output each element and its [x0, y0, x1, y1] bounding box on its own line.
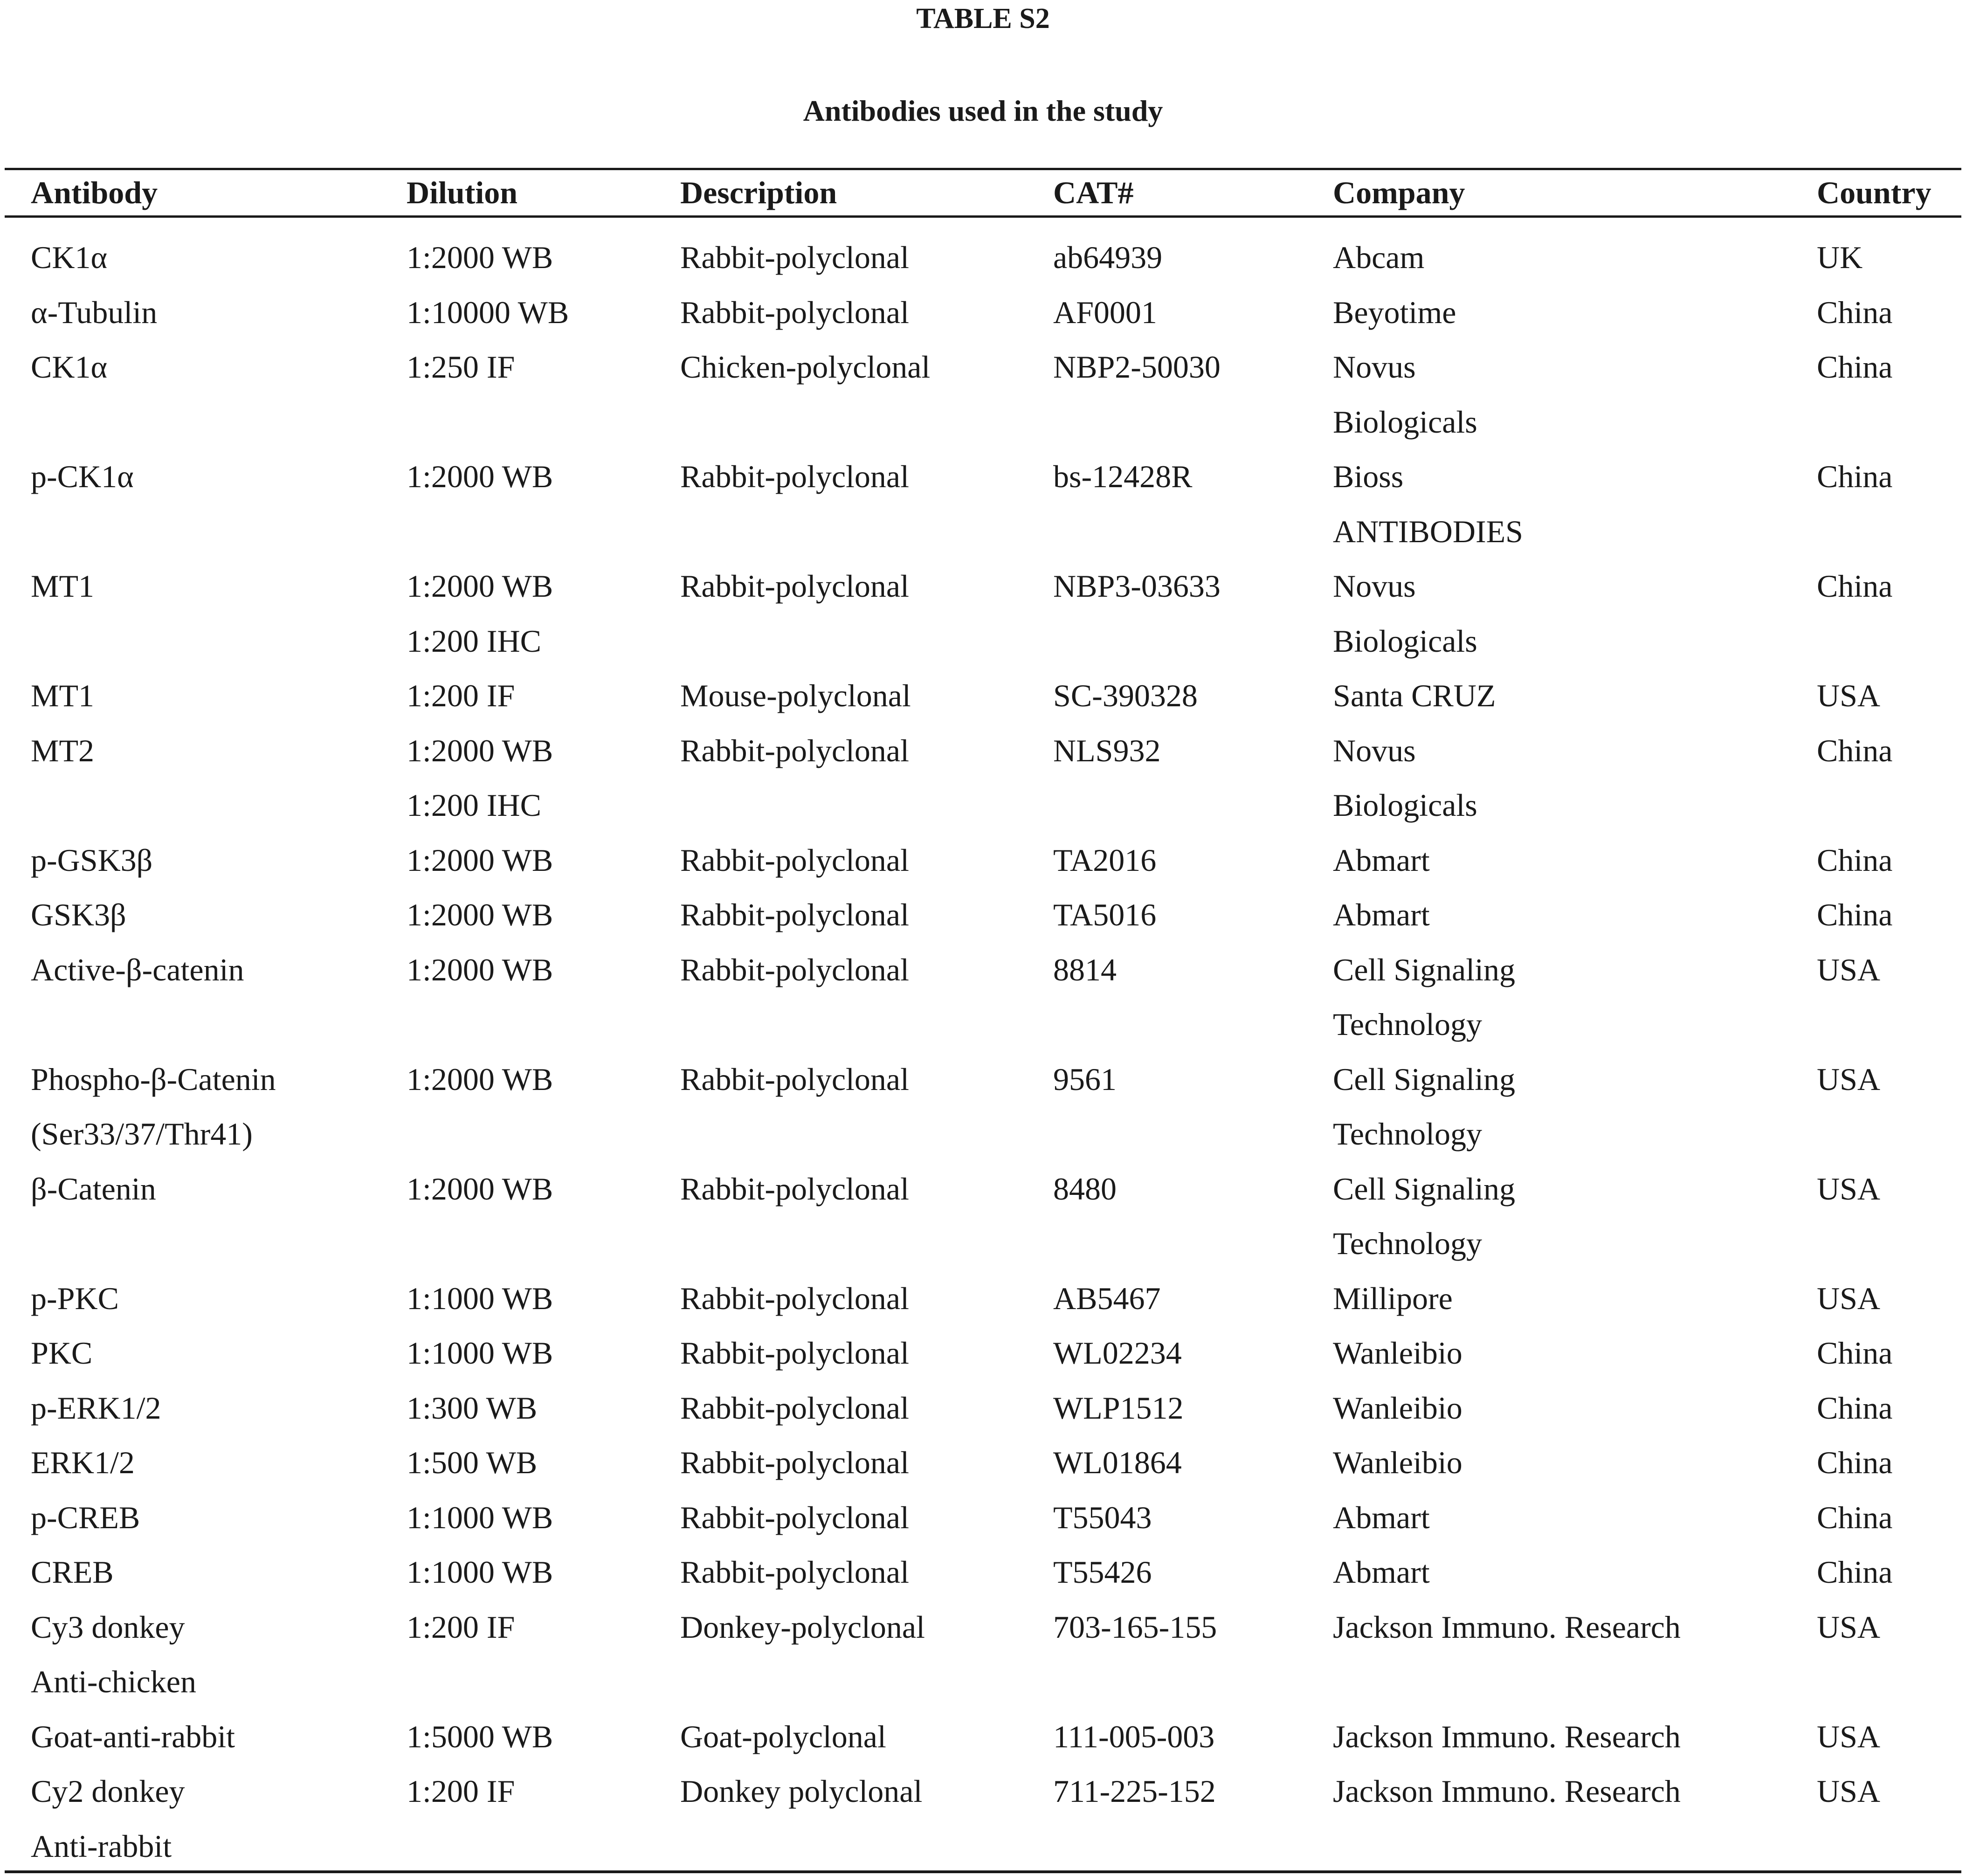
cell-dilution-line: 1:2000 WB: [407, 1171, 553, 1207]
cell-company-line: Abmart: [1333, 842, 1430, 878]
table-row: [0, 943, 1966, 1052]
cell-antibody-line: MT1: [31, 678, 94, 713]
cell-description: Rabbit-polyclonal: [680, 1335, 910, 1371]
cell-cat-number: 8814: [1053, 952, 1117, 987]
cell-description: Rabbit-polyclonal: [680, 1554, 910, 1590]
cell-description: Donkey polyclonal: [680, 1773, 923, 1809]
cell-company: [1333, 833, 1817, 888]
cell-dilution: [407, 1600, 680, 1710]
cell-company-line: Technology: [1333, 1007, 1483, 1042]
cell-antibody-line: p-CREB: [31, 1499, 140, 1535]
cell-country: China: [1817, 732, 1893, 768]
cell-country: China: [1817, 897, 1893, 932]
cell-antibody: [0, 1162, 407, 1271]
cell-description: Rabbit-polyclonal: [680, 1445, 910, 1480]
table-row: [0, 1162, 1966, 1271]
cell-country: USA: [1817, 1280, 1881, 1316]
cell-description: Rabbit-polyclonal: [680, 952, 910, 987]
cell-country: China: [1817, 294, 1893, 330]
cell-dilution-line: 1:10000 WB: [407, 294, 569, 330]
cell-dilution-line: 1:2000 WB: [407, 459, 553, 494]
cell-antibody-line: CK1α: [31, 349, 108, 385]
cell-company: [1333, 943, 1817, 1052]
cell-dilution: [407, 559, 680, 669]
cell-antibody: [0, 1710, 407, 1765]
antibody-table: [0, 170, 1966, 1874]
header-cat: CAT#: [1053, 175, 1134, 210]
cell-antibody: [0, 215, 407, 285]
table-row: [0, 285, 1966, 340]
cell-dilution-line: 1:5000 WB: [407, 1718, 553, 1754]
header-dilution: Dilution: [407, 175, 518, 210]
cell-description: Rabbit-polyclonal: [680, 1280, 910, 1316]
cell-country: China: [1817, 842, 1893, 878]
cell-company-line: Jackson Immuno. Research: [1333, 1718, 1681, 1754]
cell-company: [1333, 1710, 1817, 1765]
cell-company-line: Technology: [1333, 1116, 1483, 1152]
cell-company-line: Jackson Immuno. Research: [1333, 1609, 1681, 1645]
cell-company: [1333, 449, 1817, 559]
cell-cat-number: WL01864: [1053, 1445, 1182, 1480]
cell-description: Rabbit-polyclonal: [680, 1171, 910, 1207]
cell-company: [1333, 1435, 1817, 1490]
cell-antibody-line: GSK3β: [31, 897, 126, 932]
cell-company-line: Beyotime: [1333, 294, 1456, 330]
table-row: [0, 1600, 1966, 1710]
cell-cat-number: 703-165-155: [1053, 1609, 1217, 1645]
table-row: [0, 1381, 1966, 1436]
cell-company: [1333, 1764, 1817, 1874]
cell-description: Rabbit-polyclonal: [680, 294, 910, 330]
cell-cat-number: 711-225-152: [1053, 1773, 1216, 1809]
cell-antibody-line: MT1: [31, 568, 94, 604]
cell-antibody-line: CREB: [31, 1554, 114, 1590]
cell-description: Chicken-polyclonal: [680, 349, 931, 385]
cell-company: [1333, 1271, 1817, 1326]
cell-antibody-line: Phospho-β-Catenin: [31, 1061, 276, 1097]
cell-antibody-line: Goat-anti-rabbit: [31, 1718, 235, 1754]
cell-cat-number: WLP1512: [1053, 1390, 1184, 1426]
cell-cat-number: NBP2-50030: [1053, 349, 1221, 385]
cell-company: [1333, 1052, 1817, 1162]
cell-company-line: Jackson Immuno. Research: [1333, 1773, 1681, 1809]
table-row: [0, 724, 1966, 833]
cell-country: USA: [1817, 1718, 1881, 1754]
cell-dilution: [407, 285, 680, 340]
header-description: Description: [680, 175, 837, 210]
table-row: [0, 215, 1966, 285]
cell-antibody: [0, 669, 407, 724]
cell-antibody: [0, 1490, 407, 1545]
cell-antibody: [0, 724, 407, 833]
cell-country: USA: [1817, 1609, 1881, 1645]
cell-country: USA: [1817, 1061, 1881, 1097]
cell-company-line: Millipore: [1333, 1280, 1453, 1316]
cell-cat-number: 111-005-003: [1053, 1718, 1215, 1754]
cell-company: [1333, 215, 1817, 285]
cell-cat-number: SC-390328: [1053, 678, 1198, 713]
cell-company: [1333, 1326, 1817, 1381]
cell-description: Mouse-polyclonal: [680, 678, 911, 713]
cell-cat-number: 8480: [1053, 1171, 1117, 1207]
cell-company-line: Cell Signaling: [1333, 1061, 1515, 1097]
cell-company: [1333, 888, 1817, 943]
cell-antibody: [0, 833, 407, 888]
cell-antibody: [0, 285, 407, 340]
cell-description: Rabbit-polyclonal: [680, 568, 910, 604]
table-row: [0, 1764, 1966, 1874]
cell-company-line: Cell Signaling: [1333, 1171, 1515, 1207]
cell-dilution-line: 1:250 IF: [407, 349, 515, 385]
cell-company-line: Abmart: [1333, 1499, 1430, 1535]
cell-dilution: [407, 340, 680, 449]
cell-company-line: Bioss: [1333, 459, 1404, 494]
cell-dilution: [407, 1326, 680, 1381]
cell-company: [1333, 340, 1817, 449]
cell-antibody-line: p-CK1α: [31, 459, 134, 494]
cell-company-line: Novus: [1333, 568, 1416, 604]
cell-description: Rabbit-polyclonal: [680, 897, 910, 932]
cell-company-line: Wanleibio: [1333, 1390, 1462, 1426]
cell-country: China: [1817, 568, 1893, 604]
cell-antibody: [0, 1271, 407, 1326]
cell-antibody-line: β-Catenin: [31, 1171, 156, 1207]
cell-cat-number: TA2016: [1053, 842, 1157, 878]
cell-dilution-line: 1:2000 WB: [407, 568, 553, 604]
table-row: [0, 559, 1966, 669]
cell-company-line: Biologicals: [1333, 404, 1477, 440]
cell-country: China: [1817, 1445, 1893, 1480]
table-body: [0, 215, 1966, 1874]
cell-company-line: Santa CRUZ: [1333, 678, 1496, 713]
cell-description: Rabbit-polyclonal: [680, 1390, 910, 1426]
cell-antibody: [0, 340, 407, 449]
cell-country: China: [1817, 1390, 1893, 1426]
cell-cat-number: 9561: [1053, 1061, 1117, 1097]
cell-antibody: [0, 1381, 407, 1436]
cell-cat-number: NLS932: [1053, 732, 1161, 768]
table-row: [0, 833, 1966, 888]
cell-dilution: [407, 1381, 680, 1436]
cell-antibody: [0, 1764, 407, 1874]
cell-antibody-line: ERK1/2: [31, 1445, 135, 1480]
table-row: [0, 888, 1966, 943]
cell-dilution-line: 1:2000 WB: [407, 842, 553, 878]
cell-country: China: [1817, 349, 1893, 385]
table-label: TABLE S2: [916, 3, 1050, 34]
cell-dilution: [407, 888, 680, 943]
cell-country: China: [1817, 1499, 1893, 1535]
cell-company-line: Wanleibio: [1333, 1335, 1462, 1371]
cell-cat-number: T55426: [1053, 1554, 1152, 1590]
cell-dilution: [407, 1162, 680, 1271]
cell-cat-number: TA5016: [1053, 897, 1157, 932]
cell-antibody-line: CK1α: [31, 240, 108, 275]
cell-country: UK: [1817, 240, 1863, 275]
cell-description: Rabbit-polyclonal: [680, 1499, 910, 1535]
cell-company: [1333, 1162, 1817, 1271]
cell-dilution: [407, 833, 680, 888]
cell-dilution: [407, 669, 680, 724]
cell-antibody-line: p-GSK3β: [31, 842, 153, 878]
cell-dilution: [407, 1545, 680, 1600]
cell-dilution: [407, 1271, 680, 1326]
cell-country: China: [1817, 1554, 1893, 1590]
cell-company: [1333, 1600, 1817, 1710]
cell-company: [1333, 559, 1817, 669]
cell-country: USA: [1817, 1773, 1881, 1809]
cell-antibody: [0, 1545, 407, 1600]
cell-dilution: [407, 943, 680, 1052]
cell-company-line: Wanleibio: [1333, 1445, 1462, 1480]
header-antibody: Antibody: [31, 175, 158, 210]
cell-antibody: [0, 1326, 407, 1381]
cell-description: Rabbit-polyclonal: [680, 459, 910, 494]
table-row: [0, 1052, 1966, 1162]
cell-description: Rabbit-polyclonal: [680, 1061, 910, 1097]
cell-dilution-line: 1:200 IF: [407, 1609, 515, 1645]
cell-dilution-line: 1:1000 WB: [407, 1499, 553, 1535]
cell-company: [1333, 1545, 1817, 1600]
cell-company: [1333, 724, 1817, 833]
cell-cat-number: AB5467: [1053, 1280, 1161, 1316]
cell-company-line: Cell Signaling: [1333, 952, 1515, 987]
cell-company: [1333, 285, 1817, 340]
cell-dilution-line: 1:200 IF: [407, 1773, 515, 1809]
cell-dilution: [407, 1490, 680, 1545]
cell-company: [1333, 1490, 1817, 1545]
cell-dilution-line: 1:1000 WB: [407, 1554, 553, 1590]
cell-dilution-line: 1:2000 WB: [407, 897, 553, 932]
cell-antibody-line: Cy2 donkey: [31, 1773, 185, 1809]
cell-company-line: Abmart: [1333, 1554, 1430, 1590]
table-row: [0, 1326, 1966, 1381]
table-row: [0, 1435, 1966, 1490]
table-row: [0, 340, 1966, 449]
cell-antibody-line: Anti-chicken: [31, 1664, 196, 1699]
cell-company: [1333, 669, 1817, 724]
table-header-row: [0, 170, 1966, 215]
cell-cat-number: T55043: [1053, 1499, 1152, 1535]
cell-country: China: [1817, 1335, 1893, 1371]
cell-antibody: [0, 1600, 407, 1710]
cell-antibody: [0, 559, 407, 669]
cell-country: USA: [1817, 952, 1881, 987]
cell-description: Rabbit-polyclonal: [680, 240, 910, 275]
header-country: Country: [1817, 175, 1932, 210]
cell-country: USA: [1817, 1171, 1881, 1207]
cell-company-line: ANTIBODIES: [1333, 513, 1523, 549]
cell-antibody-line: α-Tubulin: [31, 294, 158, 330]
cell-description: Rabbit-polyclonal: [680, 732, 910, 768]
cell-company-line: Abcam: [1333, 240, 1425, 275]
cell-country: USA: [1817, 678, 1881, 713]
cell-cat-number: ab64939: [1053, 240, 1163, 275]
cell-dilution-line: 1:200 IHC: [407, 787, 541, 823]
cell-antibody-line: PKC: [31, 1335, 93, 1371]
cell-dilution-line: 1:2000 WB: [407, 952, 553, 987]
cell-dilution: [407, 1710, 680, 1765]
cell-dilution: [407, 449, 680, 559]
cell-company-line: Biologicals: [1333, 623, 1477, 659]
cell-dilution-line: 1:500 WB: [407, 1445, 538, 1480]
cell-dilution-line: 1:2000 WB: [407, 732, 553, 768]
table-row: [0, 1545, 1966, 1600]
cell-antibody: [0, 449, 407, 559]
cell-dilution: [407, 1764, 680, 1874]
cell-antibody-line: p-ERK1/2: [31, 1390, 161, 1426]
table-caption: Antibodies used in the study: [803, 94, 1163, 127]
cell-dilution-line: 1:2000 WB: [407, 1061, 553, 1097]
cell-company-line: Technology: [1333, 1226, 1483, 1261]
cell-antibody: [0, 943, 407, 1052]
cell-cat-number: bs-12428R: [1053, 459, 1193, 494]
cell-country: China: [1817, 459, 1893, 494]
cell-antibody-line: Anti-rabbit: [31, 1828, 172, 1864]
cell-company-line: Abmart: [1333, 897, 1430, 932]
cell-antibody-line: MT2: [31, 732, 94, 768]
cell-description: Goat-polyclonal: [680, 1718, 886, 1754]
cell-dilution-line: 1:1000 WB: [407, 1335, 553, 1371]
header-company: Company: [1333, 175, 1465, 210]
cell-cat-number: AF0001: [1053, 294, 1157, 330]
cell-dilution: [407, 724, 680, 833]
table-row: [0, 669, 1966, 724]
cell-description: Rabbit-polyclonal: [680, 842, 910, 878]
cell-antibody-line: Cy3 donkey: [31, 1609, 185, 1645]
cell-company-line: Novus: [1333, 349, 1416, 385]
cell-dilution: [407, 1435, 680, 1490]
cell-antibody-line: (Ser33/37/Thr41): [31, 1116, 253, 1152]
cell-company: [1333, 1381, 1817, 1436]
cell-dilution-line: 1:300 WB: [407, 1390, 538, 1426]
cell-dilution-line: 1:200 IF: [407, 678, 515, 713]
cell-description: Donkey-polyclonal: [680, 1609, 925, 1645]
cell-antibody-line: p-PKC: [31, 1280, 119, 1316]
cell-dilution: [407, 215, 680, 285]
cell-antibody: [0, 1052, 407, 1162]
cell-cat-number: NBP3-03633: [1053, 568, 1221, 604]
cell-cat-number: WL02234: [1053, 1335, 1182, 1371]
cell-antibody: [0, 1435, 407, 1490]
table-row: [0, 449, 1966, 559]
table-row: [0, 1490, 1966, 1545]
cell-company-line: Novus: [1333, 732, 1416, 768]
cell-company-line: Biologicals: [1333, 787, 1477, 823]
cell-dilution-line: 1:200 IHC: [407, 623, 541, 659]
table-row: [0, 1271, 1966, 1326]
cell-dilution-line: 1:1000 WB: [407, 1280, 553, 1316]
cell-dilution-line: 1:2000 WB: [407, 240, 553, 275]
table-row: [0, 1710, 1966, 1765]
cell-antibody-line: Active-β-catenin: [31, 952, 244, 987]
cell-dilution: [407, 1052, 680, 1162]
cell-antibody: [0, 888, 407, 943]
